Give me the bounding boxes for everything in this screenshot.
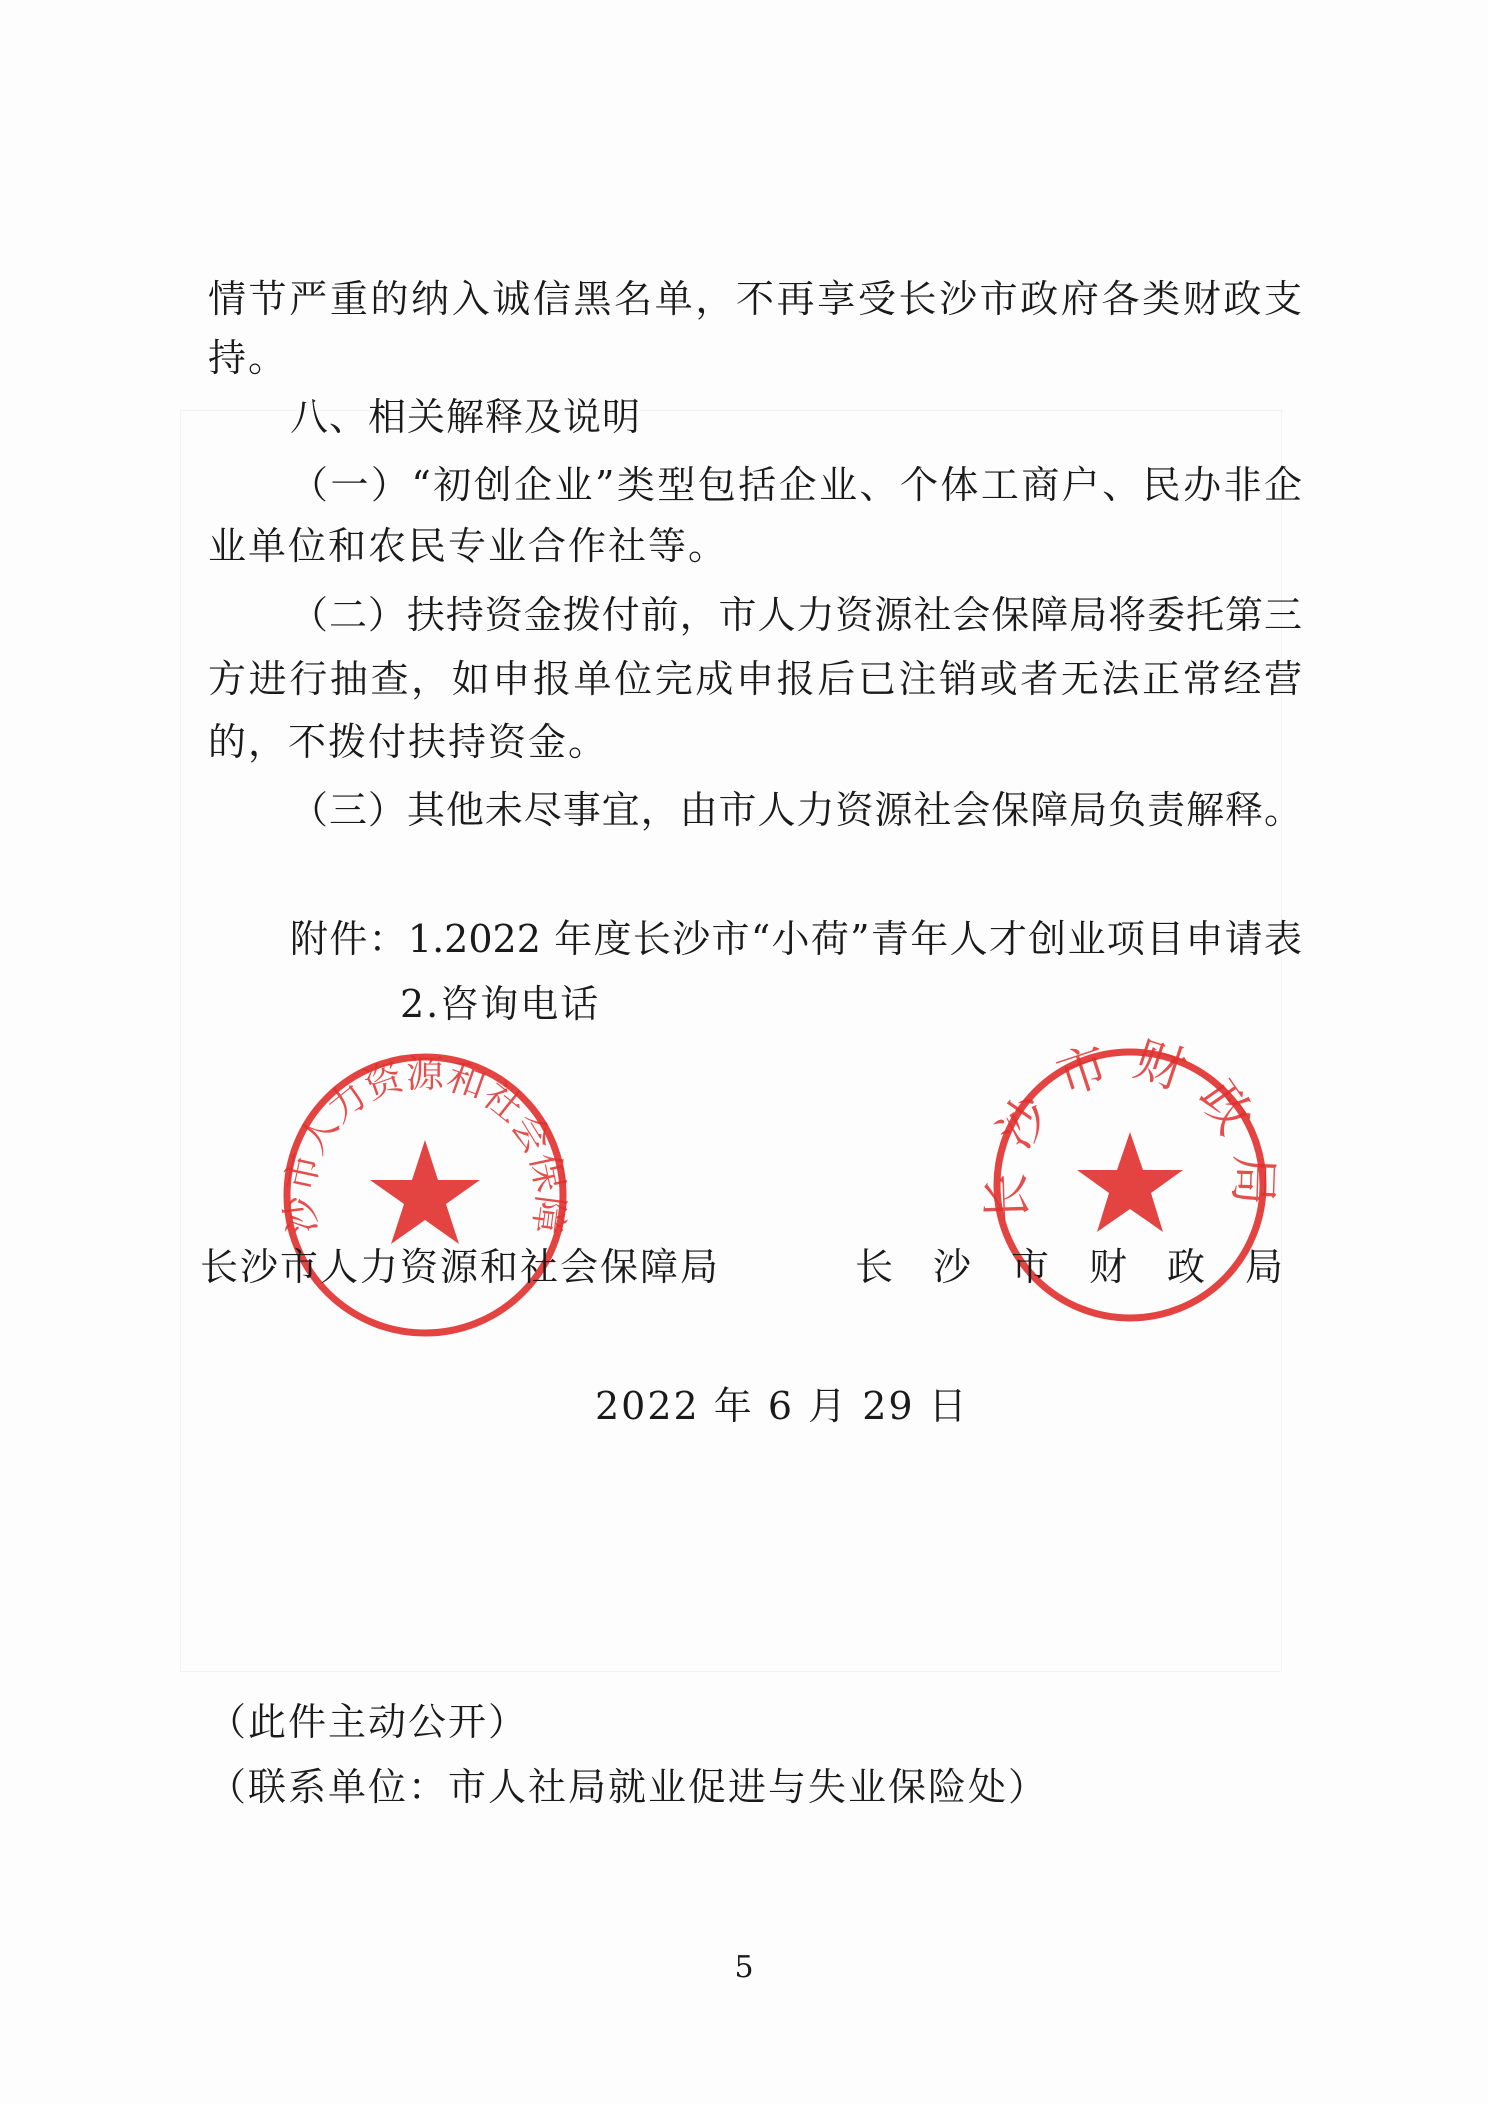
signature-hrss-bureau: 长沙市人力资源和社会保障局 (200, 1245, 721, 1289)
contact-unit-note: （联系单位：市人社局就业促进与失业保险处） (208, 1765, 1049, 1809)
item-1-line-2: 业单位和农民专业合作社等。 (208, 524, 729, 568)
item-2-line-3: 的，不拨付扶持资金。 (208, 720, 609, 764)
left-seal-text: 长沙市人力资源和社会保障局 (255, 1010, 574, 1237)
item-1-line-1: （一）“初创企业”类型包括企业、个体工商户、民办非企 (290, 463, 1302, 507)
section-heading-8: 八、相关解释及说明 (290, 395, 642, 439)
right-seal-text: 长沙市财政局 (976, 1029, 1284, 1225)
attachment-line-2: 2.咨询电话 (400, 982, 601, 1026)
body-line-1: 情节严重的纳入诚信黑名单，不再享受长沙市政府各类财政支 (208, 277, 1302, 321)
hrss-bureau-seal (255, 1010, 575, 1345)
public-disclosure-note: （此件主动公开） (208, 1700, 529, 1744)
item-3-line-1: （三）其他未尽事宜，由市人力资源社会保障局负责解释。 (290, 788, 1302, 832)
body-line-2: 持。 (208, 336, 289, 380)
signature-finance-bureau: 长沙市财政局 (855, 1245, 1324, 1289)
page-number: 5 (734, 1950, 754, 1985)
attachment-line-1: 附件：1.2022 年度长沙市“小荷”青年人才创业项目申请表 (290, 917, 1302, 961)
item-2-line-2: 方进行抽查，如申报单位完成申报后已注销或者无法正常经营 (208, 657, 1302, 701)
issue-date: 2022 年 6 月 29 日 (595, 1384, 969, 1428)
item-2-line-1: （二）扶持资金拨付前，市人力资源社会保障局将委托第三 (290, 593, 1302, 637)
